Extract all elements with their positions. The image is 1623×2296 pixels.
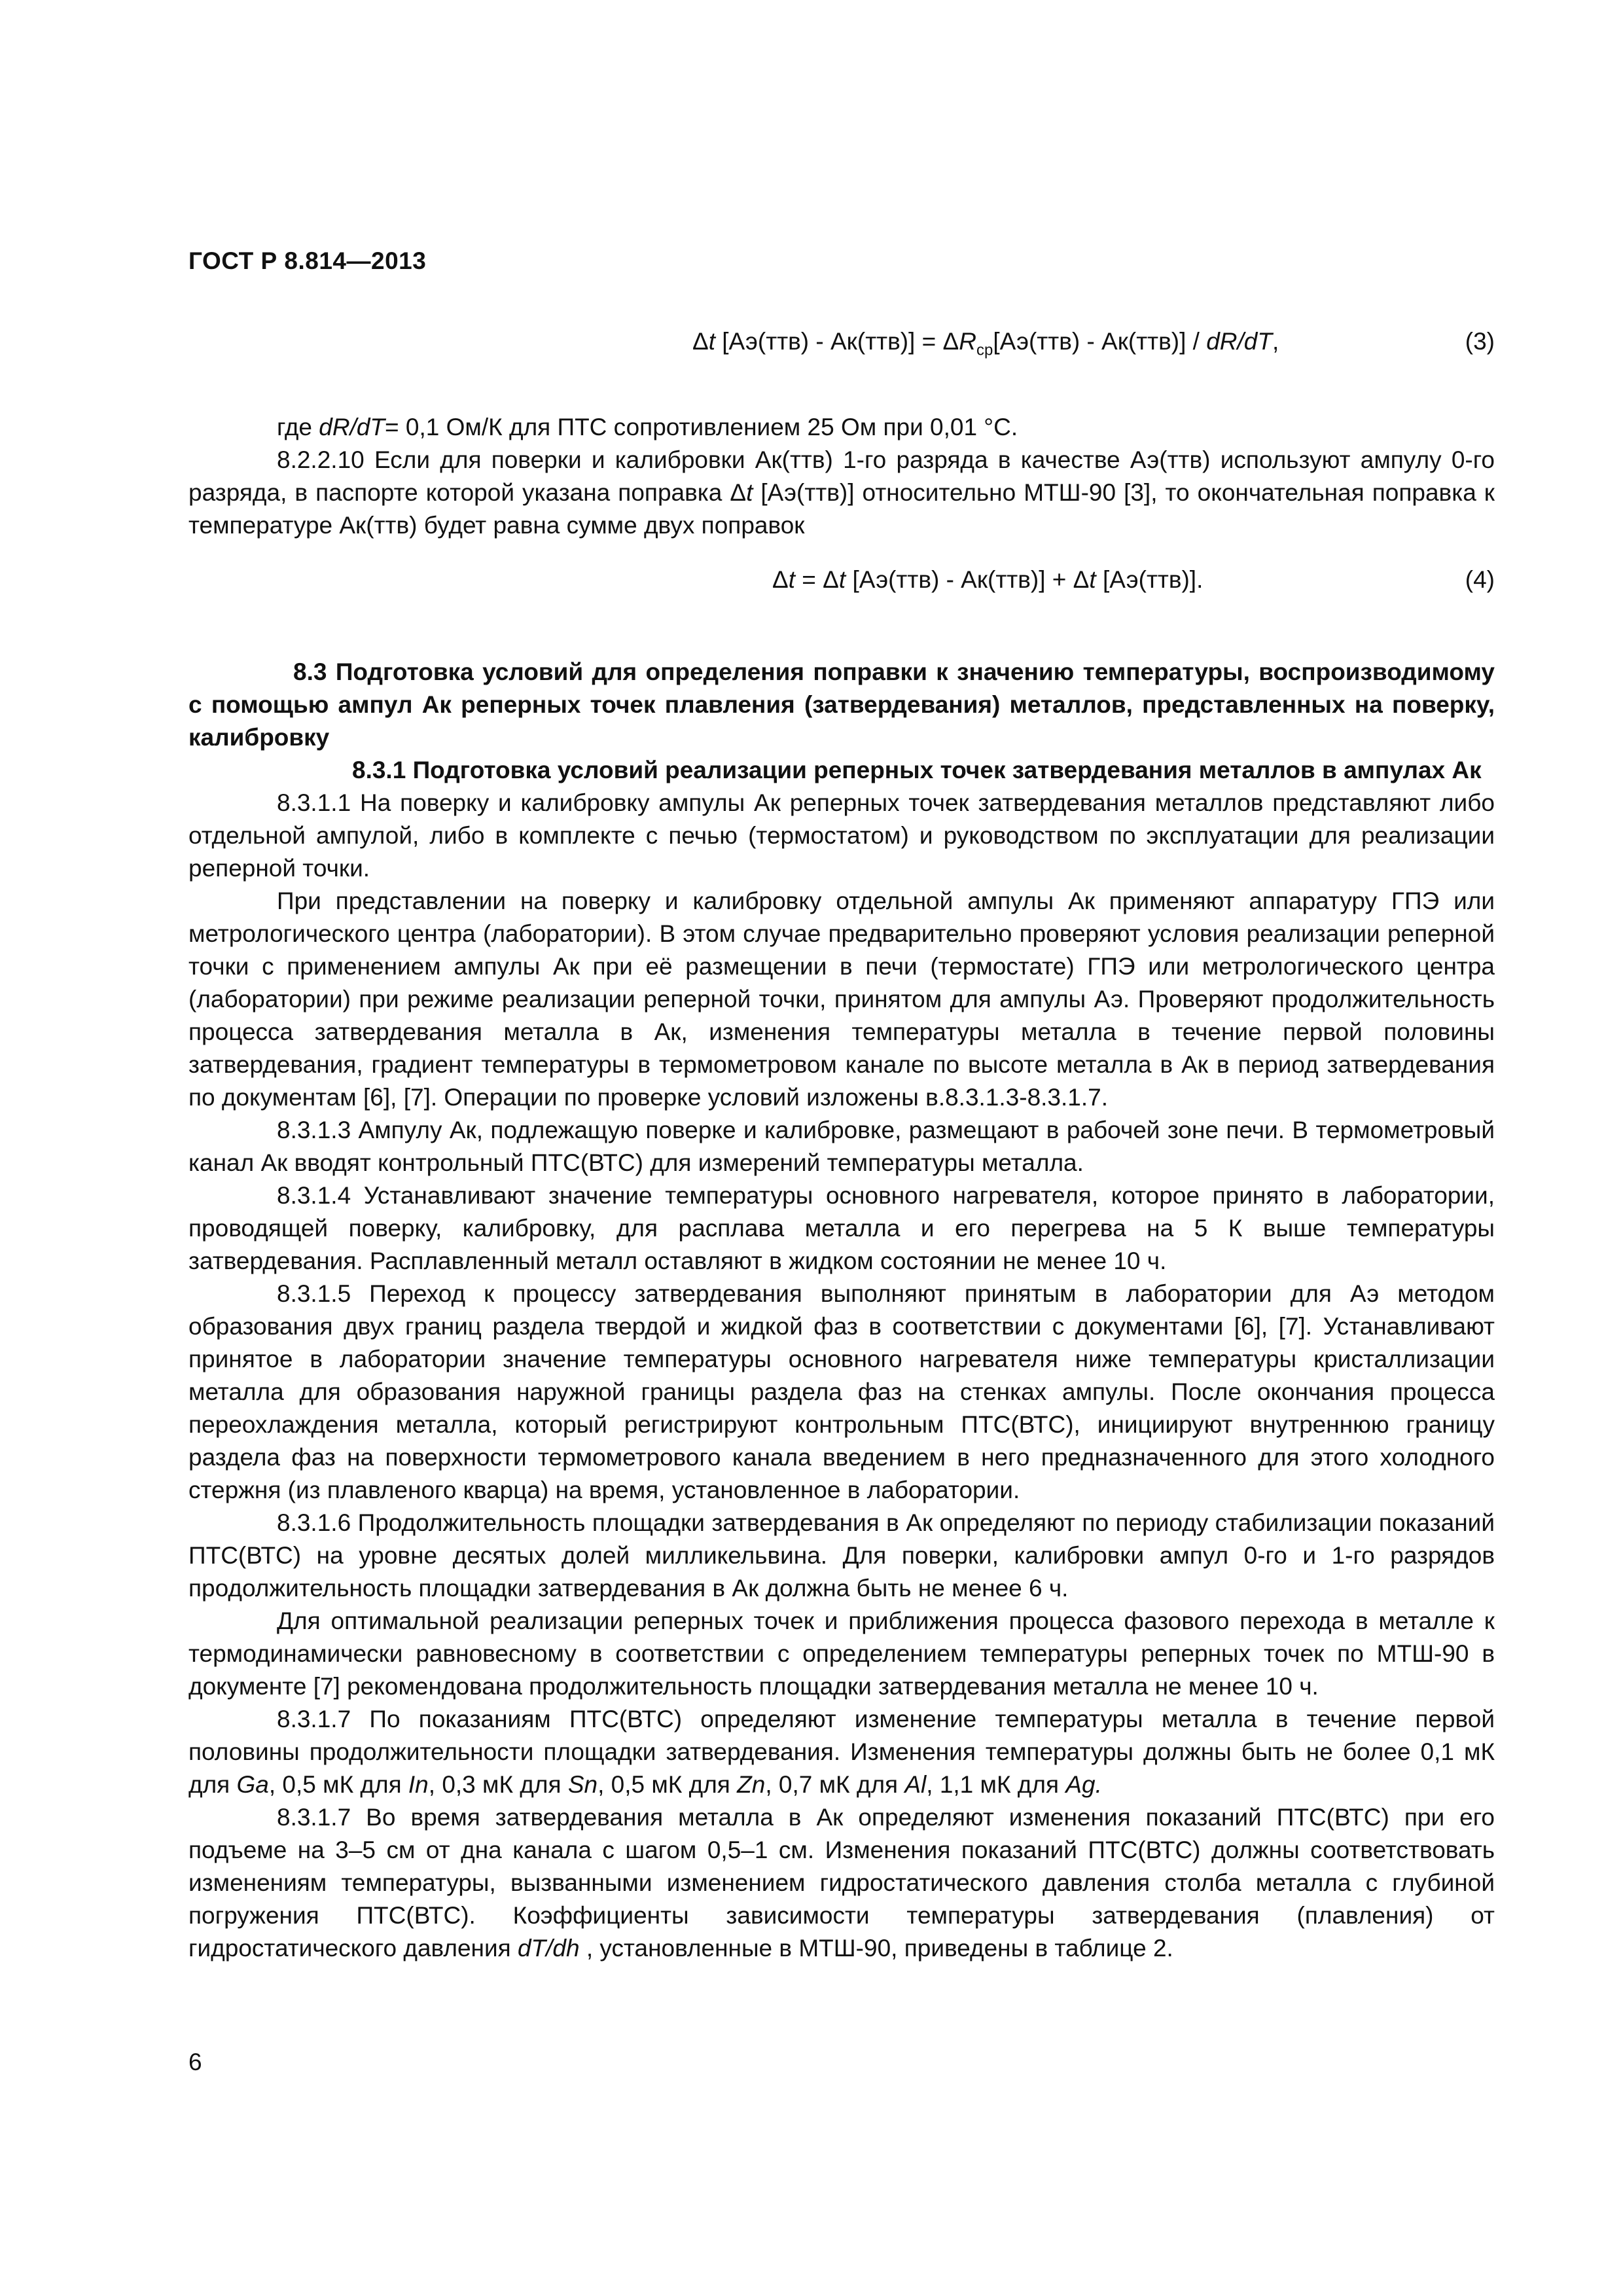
para-8-2-2-10-part2: [Аэ(ттв)] относительно МТШ-90 [3], то окончательная поправка к температуре Ак(ттв) будет равна сумме двух поправок: [188, 479, 1495, 539]
subsection-heading-8-3-1: 8.3.1 Подготовка условий реализации реперных точек затвердевания металлов в ампулах Ак: [352, 757, 1482, 783]
where-derivative: dR/dT: [319, 414, 385, 440]
paragraph: 8.3.1.4 Устанавливают значение температуры основного нагревателя, которое принято в лаборатории, проводящей поверку, калибровку, для расплава металла и его перегрева на 5 К выше температуры затвердевания. Расплавленный металл оставляют в жидком состоянии не менее 10 ч.: [188, 1182, 1495, 1274]
element-sn: Sn: [567, 1771, 598, 1798]
f4-var-t1: t: [788, 566, 795, 593]
p7b-part1: 8.3.1.7 Во время затвердевания металла в Ак определяют изменения показаний ПТС(ВТС) при его подъеме на 3–5 см от дна канала с шагом 0,5–1 см. Изменения показаний ПТС(ВТС) должны соответствовать изменениям температуры, вызванными изменением гидростатического давления столба металла с глубиной погружения ПТС(ВТС). Коэффициенты зависимости температуры затвердевания (плавления) от гидростатического давления: [188, 1804, 1495, 1962]
paragraph-8-3-1-7a: [188, 1703, 1495, 1801]
paragraph: Для оптимальной реализации реперных точек и приближения процесса фазового перехода в металле к термодинамически равновесному в соответствии с определением температуры реперных точек по МТШ-90 в документе [7] рекомендована продолжительность площадки затвердевания металла не менее 10 ч.: [188, 1607, 1495, 1700]
element-al: Al: [904, 1771, 927, 1798]
p7a-part5: , 0,7 мК для: [765, 1771, 905, 1798]
equation-number-4: (4): [1465, 566, 1495, 593]
element-ag: Ag.: [1065, 1771, 1102, 1798]
paragraph: 8.3.1.5 Переход к процессу затвердевания выполняют принятым в лаборатории для Аэ методом образования двух границ раздела твердой и жидкой фаз в соответствии с документами [6], [7]. Устанавливают принятое в лаборатории значение температуры основного нагревателя ниже температуры кристаллизации металла для образования наружной границы раздела фаз на стенках ампулы. После окончания процесса переохлаждения металла, который регистрируют контрольным ПТС(ВТС), инициируют внутреннюю границу раздела фаз на поверхности термометрового канала введением в него предназначенного для этого холодного стержня (из плавленого кварца) на время, установленное в лаборатории.: [188, 1280, 1495, 1503]
where-rest: = 0,1 Ом/К для ПТС сопротивлением 25 Ом при 0,01 °С.: [385, 414, 1018, 440]
delta-symbol: Δ: [692, 328, 709, 355]
formula-rhs: [Аэ(ттв) - Ак(ттв)] /: [993, 328, 1207, 355]
section-heading-8-3: 8.3 Подготовка условий для определения поправки к значению температуры, воспроизводимому с помощью ампул Ак реперных точек плавления (затвердевания) металлов, представленных на поверку, калибровку: [188, 658, 1495, 751]
formula-subscript: ср: [976, 341, 993, 359]
page-number: 6: [188, 2049, 202, 2075]
element-zn: Zn: [737, 1771, 766, 1798]
formula-derivative: dR/dT: [1206, 328, 1272, 355]
formula-comma: ,: [1272, 328, 1279, 355]
paragraph: 8.3.1.1 На поверку и калибровку ампулы Ак реперных точек затвердевания металлов представляют либо отдельной ампулой, либо в комплекте с печью (термостатом) и руководством по эксплуатации для реализации реперной точки.: [188, 789, 1495, 882]
formula-var-r: R: [959, 328, 976, 355]
equation-number-3: (3): [1465, 328, 1495, 355]
p7a-part2: , 0,5 мК для: [268, 1771, 408, 1798]
formula-4: [772, 564, 1203, 596]
where-prefix: где: [277, 414, 319, 440]
paragraph: 8.3.1.6 Продолжительность площадки затвердевания в Ак определяют по периоду стабилизации показаний ПТС(ВТС) на уровне десятых долей милликельвина. Для поверки, калибровки ампул 0-го и 1-го разрядов продолжительность площадки затвердевания в Ак должна быть не менее 6 ч.: [188, 1509, 1495, 1602]
p7a-part3: , 0,3 мК для: [428, 1771, 568, 1798]
para-8-2-2-10-part1: 8.2.2.10 Если для поверки и калибровки Ак(ттв) 1-го разряда в качестве Аэ(ттв) используют ампулу 0-го разряда, в паспорте которой указана поправка Δ: [188, 446, 1495, 506]
formula-var-t: t: [708, 328, 715, 355]
p7b-part2: , установленные в МТШ-90, приведены в таблице 2.: [579, 1935, 1173, 1962]
text-block-2: [188, 656, 1495, 1965]
where-line: [188, 411, 1495, 444]
para-8-2-2-10-var-t: t: [746, 479, 753, 506]
f4-eq: = Δ: [795, 566, 839, 593]
f4-var-t3: t: [1089, 566, 1096, 593]
f4-args2: [Аэ(ттв)].: [1096, 566, 1204, 593]
formula-3: [692, 326, 1279, 366]
f4-var-t2: t: [838, 566, 846, 593]
paragraph: 8.3.1.3 Ампулу Ак, подлежащую поверке и калибровке, размещают в рабочей зоне печи. В термометровый канал Ак вводят контрольный ПТС(ВТС) для измерений температуры металла.: [188, 1117, 1495, 1176]
p7a-part4: , 0,5 мК для: [597, 1771, 738, 1798]
paragraph: При представлении на поверку и калибровку отдельной ампулы Ак применяют аппаратуру ГПЭ или метрологического центра (лаборатории). В этом случае предварительно проверяют условия реализации реперной точки с применением ампулы Ак при её размещении в печи (термостате) ГПЭ или метрологического центра (лаборатории) при режиме реализации реперной точки, принятом для ампулы Аэ. Проверяют продолжительность процесса затвердевания металла в Ак, изменения температуры металла в течение первой половины затвердевания, градиент температуры в термометровом канале по высоте металла в Ак в период затвердевания по документам [6], [7]. Операции по проверке условий изложены в.8.3.1.3-8.3.1.7.: [188, 888, 1495, 1111]
text-block-1: [188, 411, 1495, 542]
p7b-derivative: dT/dh: [517, 1935, 580, 1962]
document-header: ГОСТ Р 8.814—2013: [188, 247, 427, 274]
element-in: In: [408, 1771, 429, 1798]
p7a-part1: 8.3.1.7 По показаниям ПТС(ВТС) определяют изменение температуры металла в течение первой половины продолжительности площадки затвердевания. Изменения температуры должны быть не более 0,1 мК для: [188, 1706, 1495, 1798]
f4-args1: [Аэ(ттв) - Ак(ттв)] + Δ: [846, 566, 1090, 593]
formula-lhs: [Аэ(ттв) - Ак(ттв)] = Δ: [715, 328, 959, 355]
p7a-part6: , 1,1 мК для: [926, 1771, 1066, 1798]
paragraph-8-3-1-7b: [188, 1801, 1495, 1965]
paragraph-8-2-2-10: [188, 444, 1495, 542]
element-ga: Ga: [236, 1771, 269, 1798]
f4-delta1: Δ: [772, 566, 789, 593]
